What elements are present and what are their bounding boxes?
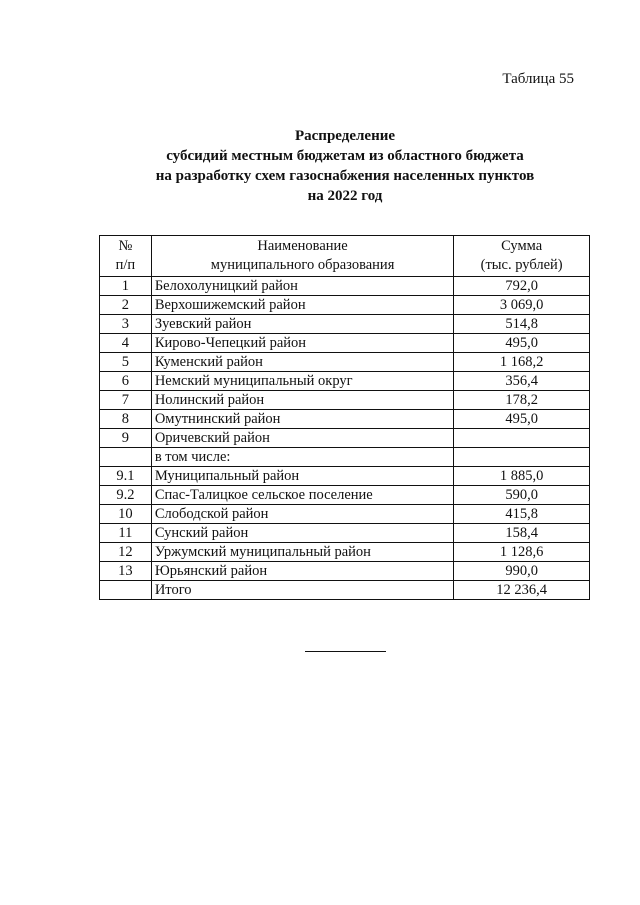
row-name: Кирово-Чепецкий район <box>151 334 453 353</box>
row-number: 1 <box>100 277 152 296</box>
row-sum: 590,0 <box>454 486 590 505</box>
row-name: Омутнинский район <box>151 410 453 429</box>
row-sum: 178,2 <box>454 391 590 410</box>
table-row <box>100 562 590 581</box>
title-line: на 2022 год <box>307 188 383 204</box>
table-row <box>100 429 590 448</box>
header-number-line2: п/п <box>115 257 136 273</box>
header-sum-line2: (тыс. рублей) <box>480 257 563 273</box>
row-number: 2 <box>100 296 152 315</box>
row-number <box>100 448 152 467</box>
row-number: 7 <box>100 391 152 410</box>
row-name: Зуевский район <box>151 315 453 334</box>
header-name-line2: муниципального образования <box>210 257 395 273</box>
row-name: в том числе: <box>151 448 453 467</box>
row-sum: 3 069,0 <box>454 296 590 315</box>
row-number: 10 <box>100 505 152 524</box>
row-sum: 495,0 <box>454 410 590 429</box>
row-name: Немский муниципальный округ <box>151 372 453 391</box>
total-number <box>100 581 152 600</box>
end-divider-line <box>305 651 386 652</box>
total-label: Итого <box>151 581 453 600</box>
header-number-line1: № <box>118 238 133 254</box>
table-row <box>100 372 590 391</box>
row-sum: 1 168,2 <box>454 353 590 372</box>
table-row <box>100 410 590 429</box>
table-row <box>100 334 590 353</box>
row-number: 11 <box>100 524 152 543</box>
row-name: Слободской район <box>151 505 453 524</box>
table-row <box>100 486 590 505</box>
table-number-label: Таблица 55 <box>502 71 574 87</box>
row-number: 6 <box>100 372 152 391</box>
table-row <box>100 353 590 372</box>
table-row <box>100 391 590 410</box>
table-row <box>100 467 590 486</box>
row-name: Спас-Талицкое сельское поселение <box>151 486 453 505</box>
table-row <box>100 296 590 315</box>
row-number: 5 <box>100 353 152 372</box>
header-name-line1: Наименование <box>257 238 348 254</box>
row-number: 9.1 <box>100 467 152 486</box>
title-line: на разработку схем газоснабжения населенных пунктов <box>155 168 535 184</box>
row-number: 8 <box>100 410 152 429</box>
header-sum-line1: Сумма <box>501 238 543 254</box>
row-sum: 514,8 <box>454 315 590 334</box>
row-number: 13 <box>100 562 152 581</box>
row-name: Белохолуницкий район <box>151 277 453 296</box>
row-sum: 495,0 <box>454 334 590 353</box>
subsidy-table <box>99 235 590 600</box>
table-row <box>100 505 590 524</box>
total-sum: 12 236,4 <box>454 581 590 600</box>
row-sum: 415,8 <box>454 505 590 524</box>
title-line: Распределение <box>294 128 396 144</box>
header-sum <box>454 236 590 277</box>
table-row <box>100 543 590 562</box>
table-header-row <box>100 236 590 277</box>
row-name: Нолинский район <box>151 391 453 410</box>
row-name: Оричевский район <box>151 429 453 448</box>
row-number: 12 <box>100 543 152 562</box>
document-title <box>100 126 590 206</box>
row-number: 9.2 <box>100 486 152 505</box>
header-number <box>100 236 152 277</box>
row-number: 3 <box>100 315 152 334</box>
row-name: Юрьянский район <box>151 562 453 581</box>
row-number: 4 <box>100 334 152 353</box>
row-sum: 990,0 <box>454 562 590 581</box>
table-row <box>100 524 590 543</box>
header-name <box>151 236 453 277</box>
row-name: Муниципальный район <box>151 467 453 486</box>
row-sum: 356,4 <box>454 372 590 391</box>
row-number: 9 <box>100 429 152 448</box>
row-name: Сунский район <box>151 524 453 543</box>
total-row <box>100 581 590 600</box>
table-row <box>100 315 590 334</box>
row-name: Уржумский муниципальный район <box>151 543 453 562</box>
title-line: субсидий местным бюджетам из областного бюджета <box>166 148 524 164</box>
row-name: Куменский район <box>151 353 453 372</box>
row-sum: 1 885,0 <box>454 467 590 486</box>
row-name: Верхошижемский район <box>151 296 453 315</box>
table-row <box>100 448 590 467</box>
row-sum: 158,4 <box>454 524 590 543</box>
row-sum <box>454 448 590 467</box>
row-sum <box>454 429 590 448</box>
row-sum: 792,0 <box>454 277 590 296</box>
table-row <box>100 277 590 296</box>
row-sum: 1 128,6 <box>454 543 590 562</box>
